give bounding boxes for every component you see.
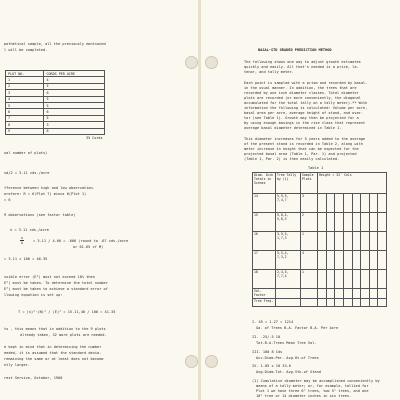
footer-cell	[343, 299, 352, 307]
height-cell	[326, 270, 335, 289]
footer-cell	[318, 289, 327, 299]
intro-line-2: l will be completed.	[4, 48, 48, 52]
height-cell	[335, 251, 344, 270]
plot-no: 3	[6, 90, 44, 96]
height-cell	[361, 213, 370, 232]
height-cell	[369, 213, 378, 232]
height-cell	[352, 270, 361, 289]
footer-cell	[343, 289, 352, 299]
cords: 4	[44, 77, 105, 83]
para2-line: by using enough basings in the rise class that represent	[244, 121, 366, 125]
para2-line: recorded by one inch diameter classes. Total diameter	[244, 91, 359, 95]
height-cell	[326, 251, 335, 270]
para3-line: meter increase in height that can be expected for the	[244, 147, 359, 151]
text-line: e kept in mind that in determining the number	[4, 345, 102, 349]
text-line: already taken, 32 more plots are needed.	[20, 333, 107, 337]
cords: 6	[44, 128, 105, 134]
height-cell	[361, 232, 370, 251]
cords: 5	[44, 96, 105, 102]
height-cell	[326, 232, 335, 251]
footer-cell	[352, 289, 361, 299]
text-line: E²) must be taken to achieve a standard error of	[4, 287, 108, 291]
footnote-line: Plot 1 we have three 6" trees, two 5" trees, and one	[256, 389, 369, 393]
footer-cell	[326, 289, 335, 299]
height-cell	[352, 194, 361, 213]
plots-cell: 4	[301, 251, 318, 270]
height-cell	[335, 270, 344, 289]
height-cell	[378, 270, 387, 289]
table-footer-row	[253, 299, 387, 307]
para2-line: average basal diameter determined in Table 1.	[244, 126, 342, 130]
plots-cell: 3	[301, 194, 318, 213]
tree-freq-label: Tree Freq.	[253, 299, 276, 307]
cords: 5	[44, 115, 105, 121]
cords: 5	[44, 102, 105, 108]
table-row	[253, 213, 387, 232]
height-cell	[378, 232, 387, 251]
left-page	[0, 0, 199, 400]
cords: 3	[44, 122, 105, 128]
calc-line: III. 100 8 Cds	[252, 350, 283, 354]
para2-line: information the following is calculated: Volume per acre,	[244, 106, 368, 110]
cv-note: or 61.65 cf M)	[73, 245, 104, 249]
para2-line: in the usual manner. In addition, the trees that are	[244, 86, 357, 90]
text-line: erefore: R = 6(Plot 7) minus 6(Plot 1)	[4, 192, 87, 196]
calc-caption: Acc.Diam.Per. Avg.Ht.of Trees	[256, 356, 319, 360]
para2-line: basal area per acre, average height of stand, and ovar-	[244, 111, 363, 115]
plot-no: 1	[6, 77, 44, 83]
tally-cell: 5,0,4, 5,8,3	[276, 213, 301, 232]
height-cell	[378, 194, 387, 213]
punch-hole	[205, 56, 218, 69]
header-diam: Diam. Inch Totals in Scenes	[253, 173, 276, 194]
height-cell	[318, 232, 327, 251]
height-cell	[361, 251, 370, 270]
data-table	[252, 172, 387, 307]
text-line: eeded, it is assumed that the standard devia-	[4, 351, 102, 355]
text-line: ntly larger.	[4, 363, 30, 367]
total-spacer	[6, 134, 44, 140]
header-plot-no: PLOT NO.	[6, 71, 44, 77]
height-cell	[369, 251, 378, 270]
footer-cell	[335, 289, 344, 299]
plot-no: 8	[6, 122, 44, 128]
table-title: Table 1	[308, 166, 324, 170]
height-cell	[352, 232, 361, 251]
table-row	[253, 270, 387, 289]
plots-cell: 2	[301, 213, 318, 232]
para1-line: quickly and easily. All that's needed is a price, la-	[244, 65, 359, 69]
text-line: E²) must be taken. To determine the total number	[4, 281, 108, 285]
calc-line: IV. 1.85 x 10 33.6	[252, 364, 291, 368]
header-plots: Sample Plots	[301, 173, 318, 194]
header-cords: CORDS PER ACRE	[44, 71, 105, 77]
plot-no: 9	[6, 128, 44, 134]
diam-cell: 16	[253, 232, 276, 251]
footer-cell	[361, 289, 370, 299]
plot-no: 4	[6, 96, 44, 102]
para2-line: accumulated for the total tally on a tally meter).** With	[244, 101, 368, 105]
para1-line: tenor, and tally meter.	[244, 70, 294, 74]
footnote-line: (1) Cumulative diameter may be accomplished conveniently by	[252, 379, 380, 383]
footer-cell	[301, 299, 318, 307]
height-cell	[343, 213, 352, 232]
para3-line: projected basal area (Table 1, Par. 1) and projected	[244, 152, 357, 156]
height-cell	[369, 270, 378, 289]
footer-cell	[369, 289, 378, 299]
table-header-row	[253, 173, 387, 194]
footer-cell	[301, 289, 318, 299]
punch-hole	[185, 56, 198, 69]
height-cell	[318, 270, 327, 289]
height-cell	[369, 232, 378, 251]
tally-cell: 5,9,5, 7,4,7	[276, 194, 301, 213]
plot-no: 5	[6, 102, 44, 108]
punch-hole	[185, 355, 198, 368]
diam-cell: 15	[253, 213, 276, 232]
para2-line: Each point is sampled with a prism and recorded by basal-	[244, 81, 368, 85]
text-line: ssible error (E²) must not exceed 10% then	[4, 275, 95, 279]
height-cell	[378, 251, 387, 270]
header-tally: Tree Tally by (1)	[276, 173, 301, 194]
text-line: fference between high and low observation.	[4, 186, 95, 190]
calc-line: II. .25/.5 10	[252, 335, 281, 339]
text-line: = 6	[4, 198, 11, 202]
footer-cell	[361, 299, 370, 307]
text-line: 9 observations (see factor table)	[4, 213, 76, 217]
cv-equation: = 3.11 / 4.66 = .666 (round to .67 cds./acre	[33, 239, 129, 243]
para2-line: tor (see Table 1). Growth may then be projected for a	[244, 116, 359, 120]
plot-no: 6	[6, 109, 44, 115]
text-line: ts - this means that in addition to the 9 plots	[4, 327, 106, 331]
height-cell	[335, 232, 344, 251]
height-cell	[343, 194, 352, 213]
height-cell	[318, 213, 327, 232]
plot-no: 2	[6, 83, 44, 89]
height-cell	[361, 270, 370, 289]
height-cell	[318, 251, 327, 270]
footer-cell	[318, 299, 327, 307]
footer-cell	[352, 299, 361, 307]
diam-cell: 14	[253, 194, 276, 213]
plots-cell: 1	[301, 270, 318, 289]
text-line: ṡ = 3.11 cds./acre	[10, 228, 49, 232]
tally-cell: 5,5,4, 7,3,2	[276, 251, 301, 270]
footer-cell	[378, 299, 387, 307]
footer-cell	[378, 289, 387, 299]
calc-line: I. 45 = 1.27 = 1214	[252, 320, 294, 324]
table-total-row	[6, 134, 105, 140]
total-cords: 35 Cords	[86, 135, 103, 140]
height-cell	[326, 213, 335, 232]
text-line: sd/2 = 3.11 cds./acre	[4, 171, 50, 175]
footer-cell	[335, 299, 344, 307]
diam-cell: 18	[253, 270, 276, 289]
footnote-line: 10" tree or 14 diameter inches in six trees.	[256, 394, 352, 398]
diam-cell: 17	[253, 251, 276, 270]
para3-line: of the present stand is recorded in Table 2, along with	[244, 142, 363, 146]
footer-cell	[326, 299, 335, 307]
table-row	[253, 251, 387, 270]
cv-fraction: $\frac{s}{x̄}$	[21, 236, 24, 245]
header-height: Height = 32' Cols	[318, 173, 387, 194]
plot-table	[5, 70, 105, 140]
calc-caption: Avg.Diam.Tot. Avg.Stk.of Stand	[256, 370, 321, 374]
intro-line-1: pothetical sample, all the previously mentioned	[4, 42, 106, 46]
height-cell	[343, 270, 352, 289]
height-cell	[343, 232, 352, 251]
height-cell	[326, 194, 335, 213]
height-cell	[361, 194, 370, 213]
text-line: = 3.11 × 100 = 46.35	[4, 257, 48, 261]
cords: 6	[44, 90, 105, 96]
equation-t: T = (s)²·(N)² / (E)² = 15.11,40 / 100 = 41.35	[18, 310, 116, 314]
para2-line: plots are recorded (or more conveniently, the diagonal	[244, 96, 361, 100]
para3-line: This diameter increases for 5 years added to the average	[244, 137, 366, 141]
plot-no: 7	[6, 115, 44, 121]
para3-line: (Table 1, Par. 2) is then easily calculated.	[244, 157, 340, 161]
text-line: remaining the same or at least does not become	[4, 357, 104, 361]
para1-line: The following shows one way to adjust growth estimates	[244, 60, 361, 64]
tally-cell: 2,4,5, 7,7,4	[276, 270, 301, 289]
footer-cell	[276, 299, 301, 307]
height-cell	[343, 251, 352, 270]
text-line: ual number of plots)	[4, 151, 48, 155]
table-row	[253, 194, 387, 213]
height-cell	[352, 213, 361, 232]
height-cell	[378, 213, 387, 232]
text-line: rest Service, October, 1960	[4, 376, 63, 380]
footnote-line: means of a tally meter; or, for example, tallied for	[256, 384, 369, 388]
height-cell	[352, 251, 361, 270]
cords: 6	[44, 109, 105, 115]
text-line: llowing equation is set up:	[4, 293, 63, 297]
footer-cell	[276, 289, 301, 299]
punch-hole	[205, 355, 218, 368]
height-cell	[335, 213, 344, 232]
height-cell	[318, 194, 327, 213]
table-footer-row	[253, 289, 387, 299]
table-row	[253, 232, 387, 251]
tally-cell: 3,9,5, 1,7,3	[276, 232, 301, 251]
calc-caption: Ga. of Trees B.A. Factor B.A. Per Acre	[256, 326, 339, 330]
calc-caption: Tot.B.A.Trees Mean Tree Vol.	[256, 341, 317, 345]
plots-cell: 1	[301, 232, 318, 251]
right-heading: BASAL-STD GRADED PREDICTION METHOD	[258, 48, 332, 52]
cords: 5	[44, 83, 105, 89]
height-cell	[369, 194, 378, 213]
footer-cell	[369, 299, 378, 307]
height-cell	[335, 194, 344, 213]
vol-factor-label: Vol. Factor	[253, 289, 276, 299]
